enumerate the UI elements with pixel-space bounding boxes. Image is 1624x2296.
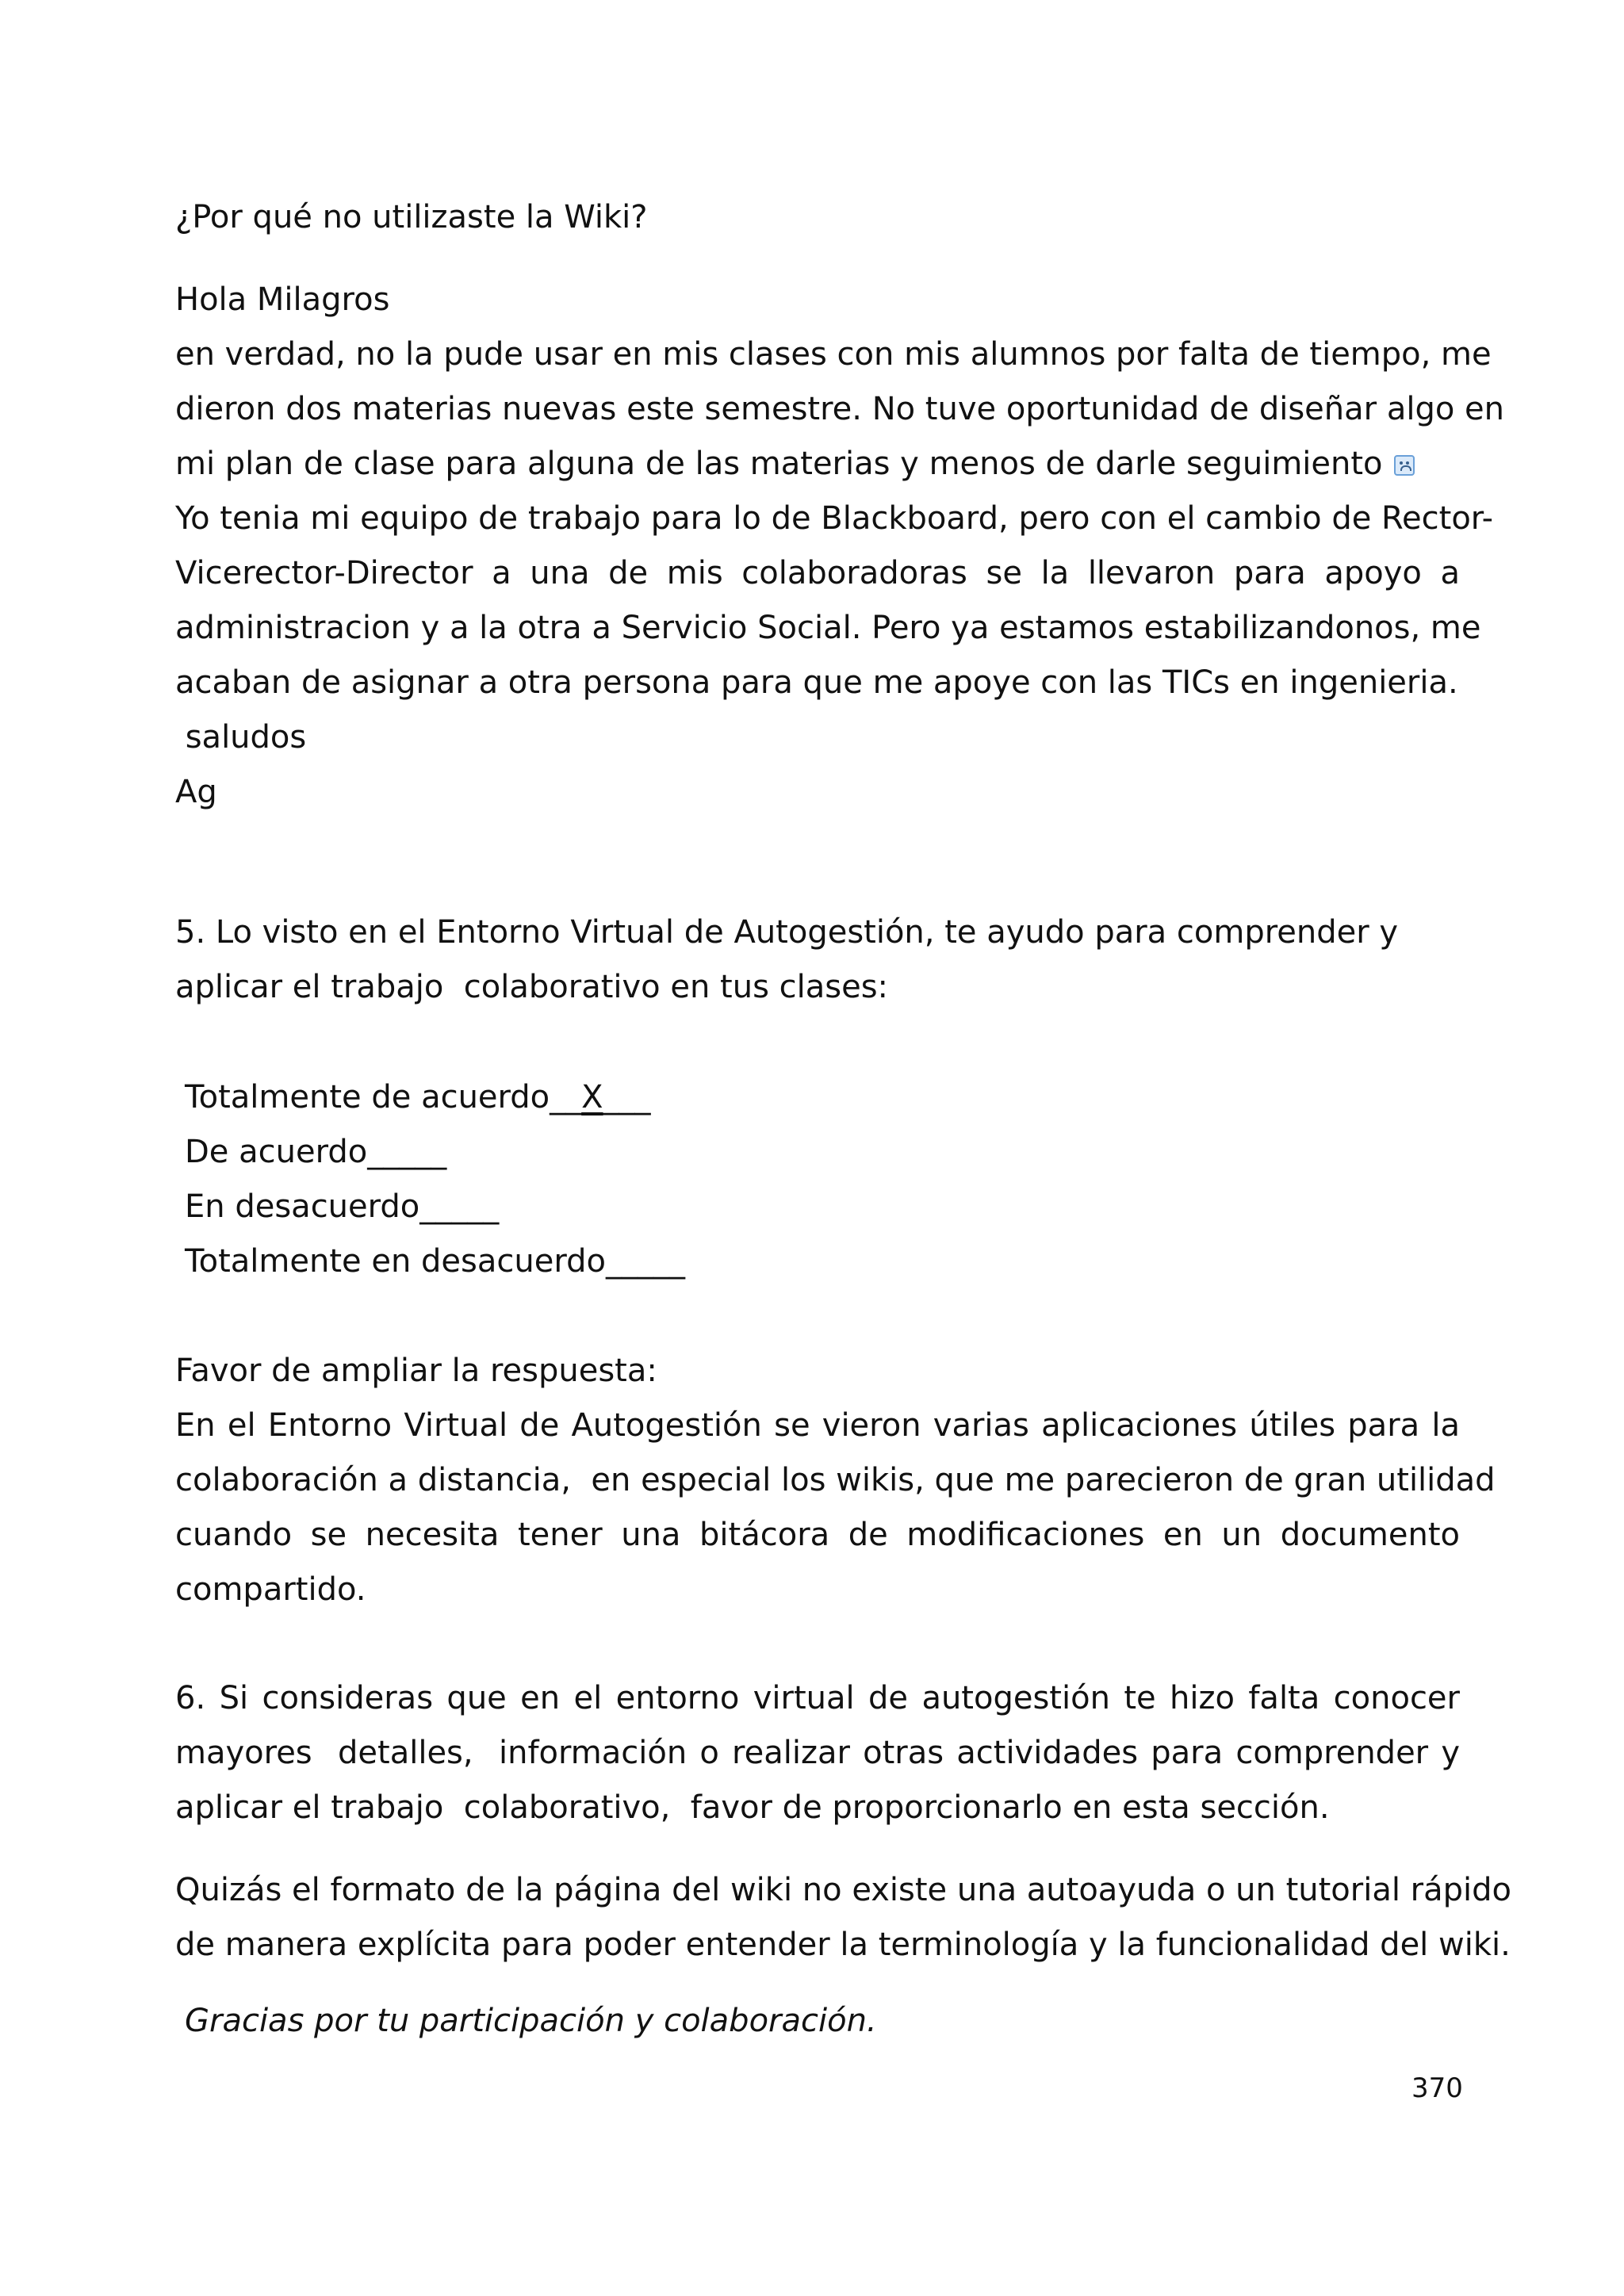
question-6-line: 6. Si consideras que en el entorno virtual de autogestión te hizo falta conocer <box>175 1680 1460 1716</box>
question-5-line: aplicar el trabajo colaborativo en tus clases: <box>175 969 889 1005</box>
answer-line: colaboración a distancia, en especial los wikis, que me parecieron de gran utilidad <box>175 1462 1496 1498</box>
reply-line: Yo tenia mi equipo de trabajo para lo de Blackboard, pero con el cambio de Rector- <box>175 500 1494 537</box>
reply-line: Vicerector-Director a una de mis colaboradoras se la llevaron para apoyo a <box>175 555 1460 591</box>
selected-mark: X <box>581 1079 603 1115</box>
option-en-desacuerdo: En desacuerdo_____ <box>185 1188 500 1225</box>
expand-label: Favor de ampliar la respuesta: <box>175 1353 657 1389</box>
answer-line: cuando se necesita tener una bitácora de modificaciones en un documento <box>175 1517 1460 1553</box>
reply-greeting: Hola Milagros <box>175 281 390 318</box>
answer-line: Quizás el formato de la página del wiki no existe una autoayuda o un tutorial rápido <box>175 1872 1511 1908</box>
reply-line: administracion y a la otra a Servicio Social. Pero ya estamos estabilizandonos, me <box>175 610 1481 646</box>
question-6-answer <box>175 1863 1511 1973</box>
question-5-expansion <box>175 1344 1496 1617</box>
question-6-line: mayores detalles, información o realizar otras actividades para comprender y <box>175 1735 1460 1771</box>
reply-line: mi plan de clase para alguna de las materias y menos de darle seguimiento <box>175 446 1383 482</box>
answer-line: En el Entorno Virtual de Autogestión se vieron varias aplicaciones útiles para la <box>175 1407 1460 1444</box>
question-wiki: ¿Por qué no utilizaste la Wiki? <box>175 199 648 235</box>
reply-line-with-icon <box>175 437 1460 492</box>
reply-block <box>175 273 1504 820</box>
question-6-line: aplicar el trabajo colaborativo, favor de proporcionarlo en esta sección. <box>175 1789 1330 1826</box>
reply-line: en verdad, no la pude usar en mis clases con mis alumnos por falta de tiempo, me <box>175 336 1492 373</box>
reply-line: acaban de asignar a otra persona para que me apoye con las TICs en ingenieria. <box>175 664 1458 701</box>
page-number: 370 <box>1411 2072 1463 2104</box>
option-totalmente-de-acuerdo: Totalmente de acuerdo__X___ <box>185 1079 651 1115</box>
thanks-note: Gracias por tu participación y colaboración. <box>185 2003 877 2039</box>
sad-face-icon <box>1394 455 1415 476</box>
option-de-acuerdo: De acuerdo_____ <box>185 1134 447 1170</box>
reply-signature: Ag <box>175 774 217 810</box>
option-totalmente-en-desacuerdo: Totalmente en desacuerdo_____ <box>185 1243 685 1280</box>
answer-line: de manera explícita para poder entender la terminología y la funcionalidad del wiki. <box>175 1927 1511 1963</box>
reply-closing: saludos <box>175 719 307 756</box>
reply-line: dieron dos materias nuevas este semestre. No tuve oportunidad de diseñar algo en <box>175 391 1504 427</box>
answer-line: compartido. <box>175 1571 366 1608</box>
question-5 <box>175 905 1460 1015</box>
question-5-line: 5. Lo visto en el Entorno Virtual de Autogestión, te ayudo para comprender y <box>175 914 1399 951</box>
question-6 <box>175 1671 1460 1835</box>
